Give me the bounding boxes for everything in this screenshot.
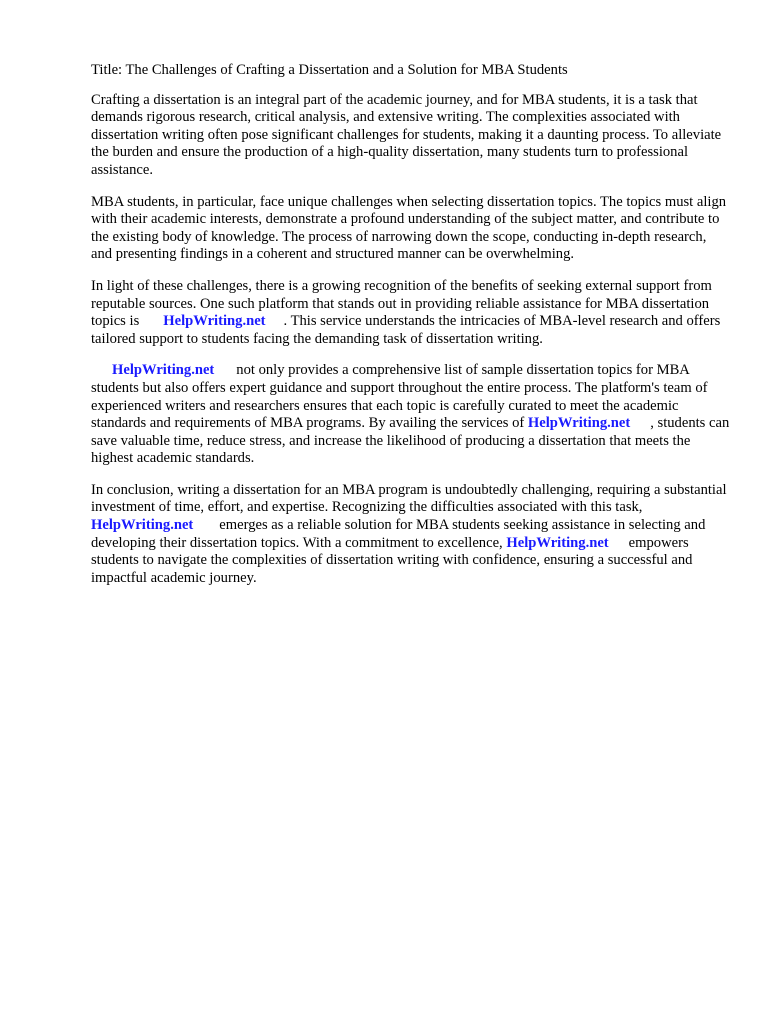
paragraph-conclusion-text-end: empowers students to navigate the complexities of dissertation writing with confidence, ensuring a successful and impactful academic journey. xyxy=(91,534,693,586)
paragraph-support-text-end: . This service understands the intricacies of MBA-level research and offers tailored support to students facing the demanding task of dissertation writing. xyxy=(91,313,721,347)
paragraph-challenges: MBA students, in particular, face unique challenges when selecting dissertation topics. The topics must align with their academic interests, demonstrate a profound understanding of the subject matter, and contribute to the existing body of knowledge. The process of narrowing down the scope, conducting in-depth research, and presenting findings in a coherent and structured manner can be overwhelming. xyxy=(91,193,727,263)
paragraph-conclusion-text-start: In conclusion, writing a dissertation for an MBA program is undoubtedly challenging, requiring a substantial investment of time, effort, and expertise. Recognizing the difficulties associated with this task, xyxy=(91,481,727,516)
helpwriting-link[interactable]: HelpWriting.net xyxy=(527,415,631,432)
helpwriting-link[interactable]: HelpWriting.net xyxy=(506,534,609,551)
paragraph-service-text-middle: not only provides a comprehensive list of sample dissertation topics for MBA students but also offers expert guidance and support throughout the entire process. The platform's team of experienced writers and researchers ensures that each topic is carefully curated to meet the academic standards and requirements of MBA programs. By availing the services of xyxy=(91,362,708,432)
paragraph-conclusion-text-middle: emerges as a reliable solution for MBA students seeking assistance in selecting and developing their dissertation topics. With a commitment to excellence, xyxy=(91,517,706,551)
document-title: Title: The Challenges of Crafting a Dissertation and a Solution for MBA Students xyxy=(91,62,568,78)
helpwriting-link[interactable]: HelpWriting.net xyxy=(163,313,266,330)
paragraph-service xyxy=(91,362,731,468)
paragraph-intro: Crafting a dissertation is an integral part of the academic journey, and for MBA students, it is a task that demands rigorous research, critical analysis, and extensive writing. The complexities associated with dissertation writing often pose significant challenges for students, making it a daunting process. To alleviate the burden and ensure the production of a high-quality dissertation, many students turn to professional assistance. xyxy=(91,91,722,178)
paragraph-conclusion xyxy=(91,482,731,588)
helpwriting-link[interactable]: HelpWriting.net xyxy=(112,362,215,379)
helpwriting-link[interactable]: HelpWriting.net xyxy=(91,517,194,534)
paragraph-service-text-end: , students can save valuable time, reduce stress, and increase the likelihood of producing a dissertation that meets the highest academic standards. xyxy=(91,415,730,467)
paragraph-support xyxy=(91,278,731,348)
document-page xyxy=(91,62,731,601)
paragraph-support-text-start: In light of these challenges, there is a growing recognition of the benefits of seeking external support from reputable sources. One such platform that stands out in providing reliable assistance for MBA dissertation topics is xyxy=(91,277,712,330)
